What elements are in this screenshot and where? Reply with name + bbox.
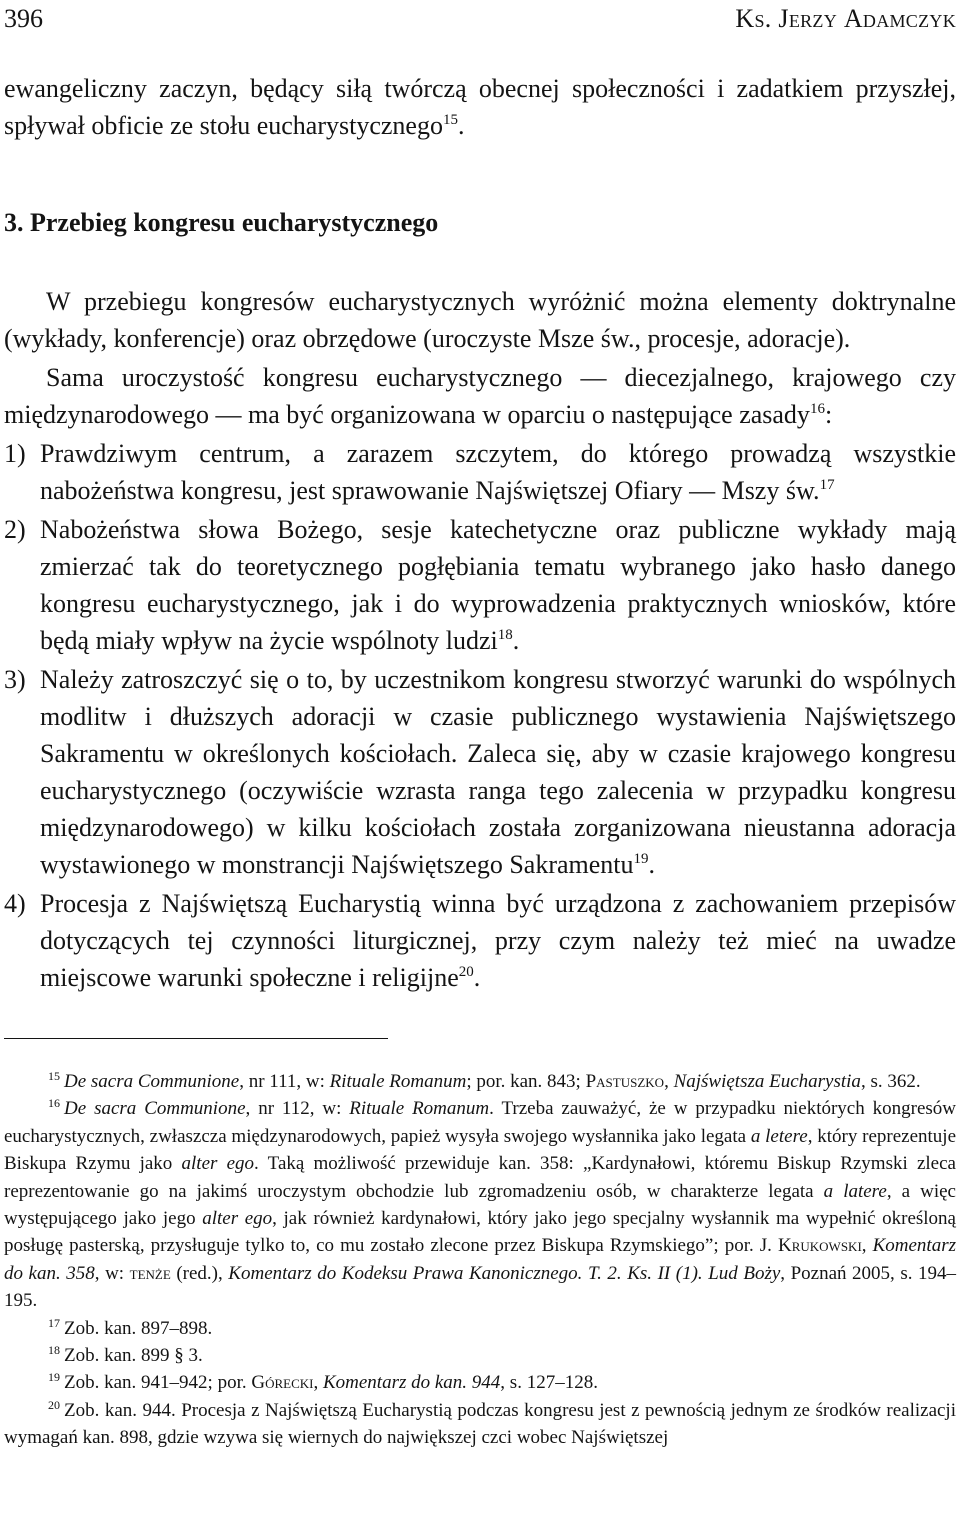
fn-text: , s. 127–128. [500, 1372, 598, 1394]
fn-text: , [861, 1235, 873, 1257]
fn-text: . Trzeba zauważyć, że w przypadku niektórych kongresów eucharystycznych, zwłaszcza międzynarodowych, papież wysyła swojego wysłannika jako legata [4, 1098, 957, 1147]
footnote-number: 17 [48, 1315, 60, 1330]
fn-text: Rituale Romanum [329, 1071, 467, 1092]
fn-text: , jak również kardynałowi, który jako jego specjalny wysłannik ma wypełnić określoną posługę pasterską, przysługuje tylko to, co mu zostało zlecone przez Biskupa Rzymskiego”; por. J. K [4, 1208, 956, 1257]
footnote-ref-19[interactable]: 19 [633, 851, 649, 867]
list-item-text: Należy zatroszczyć się o to, by uczestnikom kongresu stworzyć warunki do wspólnych modlitw i dłuższych adoracji w czasie publicznego wystawienia Najświętszego Sakramentu w określonych kościołach. Zaleca się, aby w czasie krajowego kongresu eucharystycznego (oczywiście wzrasta ranga tego zalecenia w przypadku kongresu międzynarodowego) w kilku kościołach została zorganizowana nieustanna adoracja wystawionego w monstrancji Najświętszego Sakramentu [40, 665, 956, 879]
list-item-end: . [512, 626, 520, 655]
fn-text: Zob. kan. 944. Procesja z Najświętszą Eucharystią podczas kongresu jest z pewnością jednym ze środków realizacji wymagań kan. 898, gdzie wzywa się wiernych do największej czci wobec Najświętszej [4, 1399, 956, 1449]
section-heading: 3. Przebieg kongresu eucharystycznego [4, 208, 439, 237]
page-header [4, 4, 956, 38]
list-item-end: . [648, 850, 656, 879]
footnote-ref-15[interactable]: 15 [442, 112, 458, 128]
list-item-number: 1) [4, 439, 26, 468]
list-item-text: Prawdziwym centrum, a zarazem szczytem, do którego prowadzą wszystkie nabożeństwa kongresu, jest sprawowanie Najświętszej Ofiary — Mszy św. [40, 439, 956, 505]
footnote-number: 20 [48, 1397, 60, 1412]
footnote-number: 19 [48, 1370, 60, 1385]
section-paragraph-2-end: : [824, 400, 833, 429]
footnote-ref-18[interactable]: 18 [497, 627, 513, 643]
footnote-number: 16 [48, 1096, 60, 1111]
list-item-text: Procesja z Najświętszą Eucharystią winna być urządzona z zachowaniem przepisów dotyczących tej czynności liturgicznej, przy czym należy też mieć na uwadze miejscowe warunki społeczne i religijne [40, 889, 956, 992]
running-head-author [735, 4, 956, 34]
footnote-ref-17[interactable]: 17 [819, 477, 835, 493]
author-part-3: damczyk [862, 4, 956, 33]
footnotes [4, 1068, 956, 1452]
author-part-2: erzy [788, 4, 844, 33]
list-item-end: . [473, 963, 481, 992]
fn-text: , w: [94, 1262, 130, 1284]
fn-text: Najświętsza Eucharystia [673, 1071, 861, 1092]
list-item [4, 511, 956, 659]
fn-author: rukowski [791, 1235, 862, 1257]
author-initial-3: A [843, 4, 863, 33]
footnote-ref-16[interactable]: 16 [809, 401, 825, 417]
fn-author: astuszko [596, 1071, 665, 1092]
fn-text: Rituale Romanum [349, 1098, 490, 1120]
footnote-16 [4, 1095, 956, 1314]
fn-text: , [664, 1071, 674, 1092]
section-paragraph-2-text: Sama uroczystość kongresu eucharystycznego — diecezjalnego, krajowego czy międzynarodowego — ma być organizowana w oparciu o następujące zasady [4, 363, 956, 429]
footnote-ref-20[interactable]: 20 [458, 964, 474, 980]
intro-end: . [457, 111, 465, 140]
fn-text: Zob. kan. 941–942; por. G [64, 1372, 266, 1394]
list-item-text: Nabożeństwa słowa Bożego, sesje katechetyczne oraz publiczne wykłady mają zmierzać tak do teoretycznego pogłębiania tematu wybranego jako hasło danego kongresu eucharystycznego, jak i do wyprowadzenia praktycznych wniosków, które będą miały wpływ na życie wspólnoty ludzi [40, 515, 956, 655]
intro-text: ewangeliczny zaczyn, będący siłą twórczą obecnej społeczności i zadatkiem przyszłej, spływał obficie ze stołu eucharystycznego [4, 74, 956, 140]
list-item [4, 885, 956, 996]
list-item [4, 661, 956, 883]
fn-text: , a więc występującego jako jego [4, 1180, 956, 1230]
footnote-18 [4, 1342, 956, 1369]
author-part-1: s. [754, 4, 779, 33]
footnote-separator [4, 1038, 388, 1039]
fn-text: ; por. kan. 843; P [466, 1071, 597, 1092]
section-body [4, 283, 956, 996]
intro-paragraph [4, 70, 956, 144]
list-item [4, 435, 956, 509]
fn-text: , [313, 1372, 323, 1394]
fn-text: . Taką możliwość przewiduje kan. 358: „Kardynałowi, któremu Biskup Rzymski zleca reprezentowanie go na jakimś uroczystym obchodzie lub zgromadzeniu osób, w charakterze legata [4, 1153, 956, 1202]
footnote-number: 15 [48, 1069, 60, 1083]
fn-text: a latere [823, 1180, 887, 1202]
fn-text: Komentarz do kan. 944 [322, 1372, 501, 1394]
principles-list [4, 435, 956, 996]
fn-author: tenże [129, 1262, 171, 1284]
fn-text: a letere [750, 1125, 808, 1147]
fn-text: , nr 111, w: [239, 1071, 330, 1092]
footnote-number: 18 [48, 1343, 60, 1358]
fn-author: órecki [265, 1372, 314, 1394]
section-paragraph-1: W przebiegu kongresów eucharystycznych wyróżnić można elementy doktrynalne (wykłady, konferencje) oraz obrzędowe (uroczyste Msze św., procesje, adoracje). [4, 287, 956, 353]
list-item-number: 3) [4, 665, 26, 694]
page-number: 396 [4, 4, 43, 33]
fn-text: De sacra Communione [64, 1071, 240, 1092]
fn-text: (red.), [170, 1262, 229, 1284]
author-initial-2: J [778, 4, 789, 33]
fn-text: alter ego [202, 1208, 273, 1230]
fn-text: , s. 362. [860, 1071, 921, 1092]
fn-text: Komentarz do kan. 358 [4, 1235, 957, 1284]
fn-text: , który reprezentuje Biskupa Rzymu jako [4, 1125, 957, 1175]
footnote-19 [4, 1369, 956, 1396]
fn-text: , nr 112, w: [245, 1098, 350, 1120]
fn-text: , Poznań 2005, s. 194–195. [4, 1262, 957, 1312]
fn-text: Komentarz do Kodeksu Prawa Kanonicznego. T. 2. Ks. II (1). Lud Boży [228, 1262, 781, 1284]
footnote-17 [4, 1315, 956, 1342]
list-item-number: 2) [4, 515, 26, 544]
footnote-20 [4, 1397, 956, 1452]
list-item-number: 4) [4, 889, 26, 918]
section-paragraph-2 [4, 359, 956, 433]
footnote-15 [4, 1068, 956, 1095]
fn-text: Zob. kan. 897–898. [64, 1317, 213, 1339]
fn-text: De sacra Communione [64, 1098, 246, 1120]
author-initial-1: K [735, 4, 755, 33]
fn-text: Zob. kan. 899 § 3. [64, 1345, 203, 1367]
fn-text: alter ego [181, 1153, 255, 1175]
